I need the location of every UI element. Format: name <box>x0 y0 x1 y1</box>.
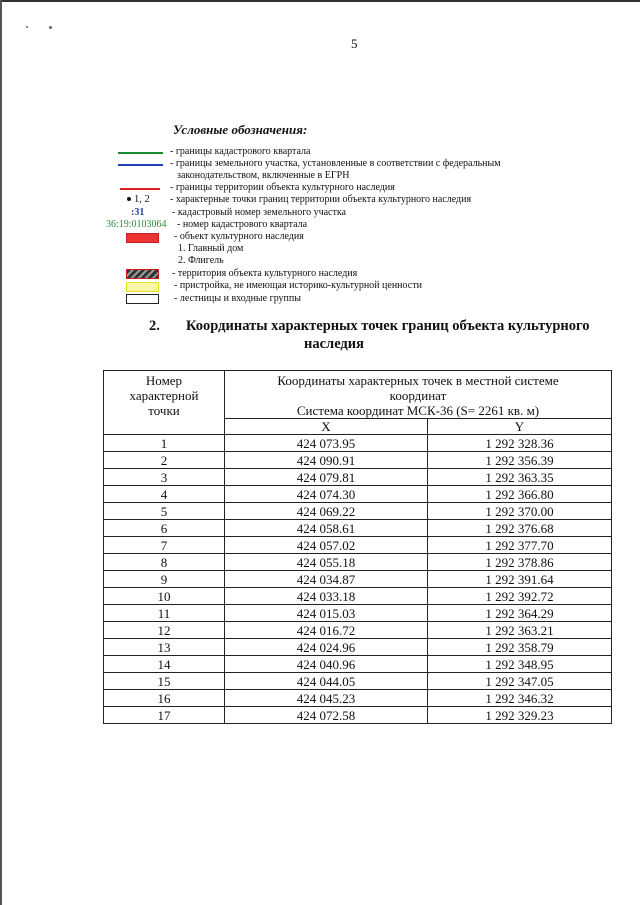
green-line-icon <box>118 152 163 154</box>
header-y: Y <box>428 419 612 435</box>
point-number-cell: 4 <box>104 486 225 503</box>
point-number-cell: 10 <box>104 588 225 605</box>
table-row <box>104 503 612 520</box>
x-coordinate-cell: 424 024.96 <box>225 639 428 656</box>
y-coordinate-cell: 1 292 376.68 <box>428 520 612 537</box>
scan-edge-top <box>0 0 640 2</box>
y-coordinate-cell: 1 292 392.72 <box>428 588 612 605</box>
red-line-icon <box>120 188 160 190</box>
x-coordinate-cell: 424 090.91 <box>225 452 428 469</box>
table-row <box>104 469 612 486</box>
point-number-cell: 3 <box>104 469 225 486</box>
y-coordinate-cell: 1 292 391.64 <box>428 571 612 588</box>
x-coordinate-cell: 424 015.03 <box>225 605 428 622</box>
x-coordinate-cell: 424 074.30 <box>225 486 428 503</box>
table-row <box>104 690 612 707</box>
y-coordinate-cell: 1 292 347.05 <box>428 673 612 690</box>
table-row <box>104 554 612 571</box>
point-number-cell: 7 <box>104 537 225 554</box>
y-coordinate-cell: 1 292 366.80 <box>428 486 612 503</box>
y-coordinate-cell: 1 292 363.35 <box>428 469 612 486</box>
y-coordinate-cell: 1 292 363.21 <box>428 622 612 639</box>
point-number-cell: 13 <box>104 639 225 656</box>
table-row <box>104 605 612 622</box>
header-x: X <box>225 419 428 435</box>
page-number: 5 <box>351 36 358 51</box>
point-number-cell: 15 <box>104 673 225 690</box>
x-coordinate-cell: 424 073.95 <box>225 435 428 452</box>
y-coordinate-cell: 1 292 329.23 <box>428 707 612 724</box>
point-number-cell: 8 <box>104 554 225 571</box>
table-row <box>104 673 612 690</box>
x-coordinate-cell: 424 072.58 <box>225 707 428 724</box>
section-title-line2: наследия <box>304 336 364 352</box>
x-coordinate-cell: 424 055.18 <box>225 554 428 571</box>
x-coordinate-cell: 424 034.87 <box>225 571 428 588</box>
yellow-fill-icon <box>126 282 159 292</box>
legend-text: - лестницы и входные группы <box>174 293 301 304</box>
scan-speck <box>49 26 52 29</box>
table-row <box>104 656 612 673</box>
scan-speck <box>26 26 28 28</box>
table-row <box>104 571 612 588</box>
table-row <box>104 452 612 469</box>
x-coordinate-cell: 424 033.18 <box>225 588 428 605</box>
legend-symbol-label: 1, 2 <box>134 194 150 205</box>
table-row <box>104 622 612 639</box>
x-coordinate-cell: 424 016.72 <box>225 622 428 639</box>
blue-line-icon <box>118 164 163 166</box>
point-number-cell: 14 <box>104 656 225 673</box>
legend-symbol-label: 36:19:0103064 <box>106 219 167 230</box>
legend-text: - номер кадастрового квартала <box>177 219 308 230</box>
x-coordinate-cell: 424 045.23 <box>225 690 428 707</box>
table-row <box>104 486 612 503</box>
header-text: характерной <box>129 388 199 403</box>
y-coordinate-cell: 1 292 377.70 <box>428 537 612 554</box>
y-coordinate-cell: 1 292 370.00 <box>428 503 612 520</box>
point-number-cell: 1 <box>104 435 225 452</box>
y-coordinate-cell: 1 292 364.29 <box>428 605 612 622</box>
table-row <box>104 520 612 537</box>
point-number-cell: 16 <box>104 690 225 707</box>
y-coordinate-cell: 1 292 356.39 <box>428 452 612 469</box>
y-coordinate-cell: 1 292 346.32 <box>428 690 612 707</box>
x-coordinate-cell: 424 057.02 <box>225 537 428 554</box>
header-text: координат <box>389 388 447 403</box>
dot-icon <box>127 197 131 201</box>
header-text: точки <box>148 403 180 418</box>
legend-text: - пристройка, не имеющая историко-культурной ценности <box>174 280 422 291</box>
legend-text: - характерные точки границ территории объекта культурного наследия <box>170 194 472 205</box>
table-row <box>104 707 612 724</box>
legend-text: - территория объекта культурного наследия <box>172 268 358 279</box>
legend-text: - границы территории объекта культурного наследия <box>170 182 395 193</box>
table-row <box>104 537 612 554</box>
legend-subitem: 1. Главный дом <box>178 243 244 254</box>
scan-edge-left <box>0 0 2 905</box>
x-coordinate-cell: 424 040.96 <box>225 656 428 673</box>
point-number-cell: 12 <box>104 622 225 639</box>
x-coordinate-cell: 424 058.61 <box>225 520 428 537</box>
point-number-cell: 6 <box>104 520 225 537</box>
y-coordinate-cell: 1 292 328.36 <box>428 435 612 452</box>
table-row <box>104 639 612 656</box>
x-coordinate-cell: 424 069.22 <box>225 503 428 520</box>
point-number-cell: 5 <box>104 503 225 520</box>
section-number: 2. <box>149 318 160 334</box>
section-title-line1: Координаты характерных точек границ объекта культурного <box>186 318 590 334</box>
legend-title: Условные обозначения: <box>173 122 308 137</box>
legend-text: - границы кадастрового квартала <box>170 146 311 157</box>
header-coordinates <box>225 371 612 419</box>
coordinates-table <box>103 370 612 724</box>
y-coordinate-cell: 1 292 378.86 <box>428 554 612 571</box>
x-coordinate-cell: 424 079.81 <box>225 469 428 486</box>
legend-subitem: 2. Флигель <box>178 255 224 266</box>
legend-text: - объект культурного наследия <box>174 231 304 242</box>
header-text: Номер <box>145 373 183 388</box>
header-point-number <box>104 371 225 435</box>
x-coordinate-cell: 424 044.05 <box>225 673 428 690</box>
y-coordinate-cell: 1 292 348.95 <box>428 656 612 673</box>
hatched-fill-icon <box>126 269 159 279</box>
white-box-icon <box>126 294 159 304</box>
header-text: Координаты характерных точек в местной системе <box>277 373 559 388</box>
table-row <box>104 435 612 452</box>
legend-text: законодательством, включенные в ЕГРН <box>177 170 350 181</box>
table-row <box>104 588 612 605</box>
red-fill-icon <box>126 233 159 243</box>
point-number-cell: 2 <box>104 452 225 469</box>
legend-text: - границы земельного участка, установленные в соответствии с федеральным <box>170 158 501 169</box>
legend-text: - кадастровый номер земельного участка <box>172 207 346 218</box>
point-number-cell: 9 <box>104 571 225 588</box>
point-number-cell: 11 <box>104 605 225 622</box>
point-number-cell: 17 <box>104 707 225 724</box>
y-coordinate-cell: 1 292 358.79 <box>428 639 612 656</box>
legend-symbol-label: :31 <box>131 207 145 218</box>
header-text: Система координат МСК-36 (S= 2261 кв. м) <box>296 403 540 418</box>
